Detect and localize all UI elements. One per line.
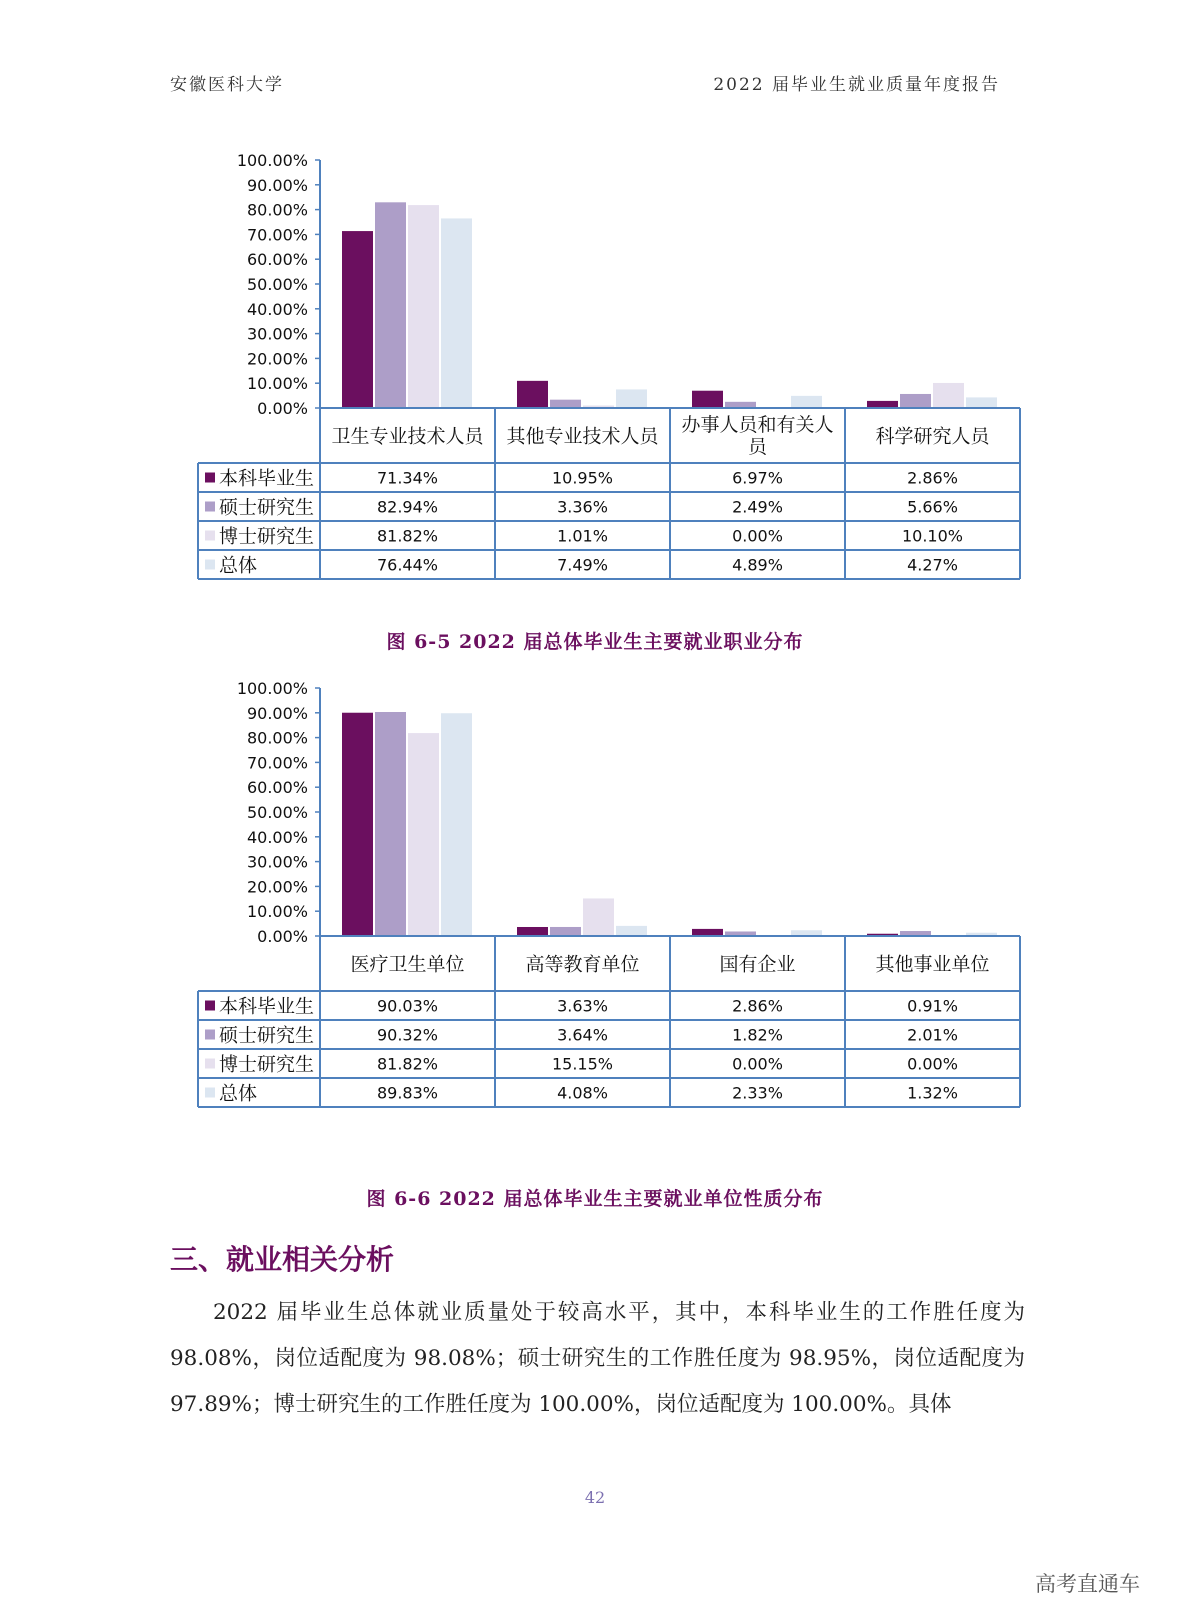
legend-label: 硕士研究生 — [219, 496, 315, 519]
y-tick-label: 60.00% — [246, 778, 308, 798]
y-tick-label: 20.00% — [246, 349, 308, 369]
data-label: 4.27% — [907, 555, 958, 575]
data-label: 89.83% — [376, 1083, 439, 1103]
legend-swatch — [205, 531, 215, 541]
y-tick-label: 10.00% — [246, 902, 308, 922]
bar-1-1-2 — [583, 898, 614, 936]
data-label: 82.94% — [376, 497, 439, 517]
bar-1-0-2 — [408, 733, 439, 936]
occupation-chart-svg — [0, 150, 1190, 590]
legend-label: 硕士研究生 — [219, 1024, 315, 1047]
y-tick-label: 90.00% — [246, 175, 308, 195]
bar-0-0-1 — [375, 202, 406, 408]
y-tick-label: 90.00% — [246, 703, 308, 723]
data-label: 0.00% — [732, 526, 783, 546]
data-label: 90.03% — [376, 996, 439, 1016]
bar-1-0-0 — [342, 713, 373, 936]
figure-caption-6-5: 图 6-5 2022 届总体毕业生主要就业职业分布 — [386, 631, 804, 653]
body-paragraph: 2022 届毕业生总体就业质量处于较高水平，其中，本科毕业生的工作胜任度为 98.08%，岗位适配度为 98.08%；硕士研究生的工作胜任度为 98.95%，岗位适配度为 97.89%；博士研究生的工作胜任度为 100.00%，岗位适配度为 100.00%。具体 — [170, 1300, 1025, 1417]
data-label: 3.63% — [557, 996, 608, 1016]
legend-swatch — [205, 1059, 215, 1069]
page-number: 42 — [584, 1488, 606, 1507]
data-label: 4.08% — [557, 1083, 608, 1103]
data-label: 2.01% — [907, 1025, 958, 1045]
y-tick-label: 80.00% — [246, 200, 308, 220]
y-tick-label: 40.00% — [246, 299, 308, 319]
legend-label: 博士研究生 — [219, 525, 315, 548]
bar-0-0-0 — [342, 231, 373, 408]
bar-0-3-0 — [867, 401, 898, 408]
y-tick-label: 30.00% — [246, 324, 308, 344]
watermark: 高考直通车 — [1035, 1572, 1140, 1596]
employer-type-chart — [0, 678, 1190, 1118]
data-label: 10.10% — [901, 526, 964, 546]
bar-0-1-0 — [517, 381, 548, 408]
data-label: 10.95% — [551, 468, 614, 488]
y-tick-label: 0.00% — [257, 927, 308, 946]
y-tick-label: 50.00% — [246, 275, 308, 294]
bar-1-0-3 — [441, 713, 472, 936]
legend-label: 总体 — [219, 1082, 258, 1105]
bar-1-1-3 — [616, 926, 647, 936]
category-label: 办事人员和有关人 — [681, 414, 834, 436]
bar-0-1-1 — [550, 400, 581, 408]
legend-swatch — [205, 1001, 215, 1011]
data-label: 81.82% — [376, 1054, 439, 1074]
category-label: 其他事业单位 — [875, 953, 990, 976]
y-tick-label: 80.00% — [246, 728, 308, 748]
bar-0-0-3 — [441, 218, 472, 408]
y-tick-label: 60.00% — [246, 250, 308, 270]
bar-0-3-3 — [966, 397, 997, 408]
data-label: 1.01% — [557, 526, 608, 546]
legend-swatch — [205, 502, 215, 512]
data-label: 4.89% — [732, 555, 783, 575]
data-label: 1.32% — [907, 1083, 958, 1103]
bar-1-2-0 — [692, 929, 723, 936]
category-label: 其他专业技术人员 — [506, 425, 659, 448]
employer-type-chart-svg — [0, 678, 1190, 1118]
figure-caption-6-6: 图 6-6 2022 届总体毕业生主要就业单位性质分布 — [366, 1188, 824, 1210]
bar-0-3-1 — [900, 394, 931, 408]
data-label: 5.66% — [907, 497, 958, 517]
section-title: 三、就业相关分析 — [170, 1243, 395, 1276]
y-tick-label: 100.00% — [236, 679, 308, 698]
bar-1-1-1 — [550, 927, 581, 936]
data-label: 1.82% — [732, 1025, 783, 1045]
header-left: 安徽医科大学 — [170, 75, 284, 95]
bar-0-1-3 — [616, 389, 647, 408]
bar-0-2-0 — [692, 391, 723, 408]
legend-label: 本科毕业生 — [219, 467, 315, 490]
data-label: 7.49% — [557, 555, 608, 575]
data-label: 3.64% — [557, 1025, 608, 1045]
category-label: 高等教育单位 — [525, 953, 640, 976]
bar-0-0-2 — [408, 205, 439, 408]
legend-label: 总体 — [219, 554, 258, 577]
data-label: 0.00% — [907, 1054, 958, 1074]
data-label: 2.49% — [732, 497, 783, 517]
y-tick-label: 70.00% — [246, 753, 308, 773]
category-label: 科学研究人员 — [875, 425, 990, 448]
bar-1-0-1 — [375, 712, 406, 936]
legend-swatch — [205, 560, 215, 570]
data-label: 90.32% — [376, 1025, 439, 1045]
header-right: 2022 届毕业生就业质量年度报告 — [713, 75, 1000, 95]
y-tick-label: 20.00% — [246, 877, 308, 897]
data-label: 0.00% — [732, 1054, 783, 1074]
category-label: 医疗卫生单位 — [350, 953, 465, 976]
legend-label: 本科毕业生 — [219, 995, 315, 1018]
legend-label: 博士研究生 — [219, 1053, 315, 1076]
data-label: 3.36% — [557, 497, 608, 517]
data-label: 2.86% — [732, 996, 783, 1016]
category-label: 卫生专业技术人员 — [331, 425, 484, 448]
data-label: 6.97% — [732, 468, 783, 488]
data-label: 71.34% — [376, 468, 439, 488]
category-label: 国有企业 — [719, 953, 796, 976]
y-tick-label: 30.00% — [246, 852, 308, 872]
data-label: 2.86% — [907, 468, 958, 488]
bar-1-1-0 — [517, 927, 548, 936]
bar-0-3-2 — [933, 383, 964, 408]
data-label: 81.82% — [376, 526, 439, 546]
y-tick-label: 0.00% — [257, 399, 308, 418]
y-tick-label: 100.00% — [236, 151, 308, 170]
data-label: 15.15% — [551, 1054, 614, 1074]
legend-swatch — [205, 1088, 215, 1098]
bar-0-2-3 — [791, 396, 822, 408]
category-label: 员 — [747, 436, 768, 458]
legend-swatch — [205, 1030, 215, 1040]
data-label: 2.33% — [732, 1083, 783, 1103]
y-tick-label: 70.00% — [246, 225, 308, 245]
data-label: 0.91% — [907, 996, 958, 1016]
occupation-chart — [0, 150, 1190, 590]
data-label: 76.44% — [376, 555, 439, 575]
y-tick-label: 50.00% — [246, 803, 308, 822]
y-tick-label: 40.00% — [246, 827, 308, 847]
y-tick-label: 10.00% — [246, 374, 308, 394]
legend-swatch — [205, 473, 215, 483]
